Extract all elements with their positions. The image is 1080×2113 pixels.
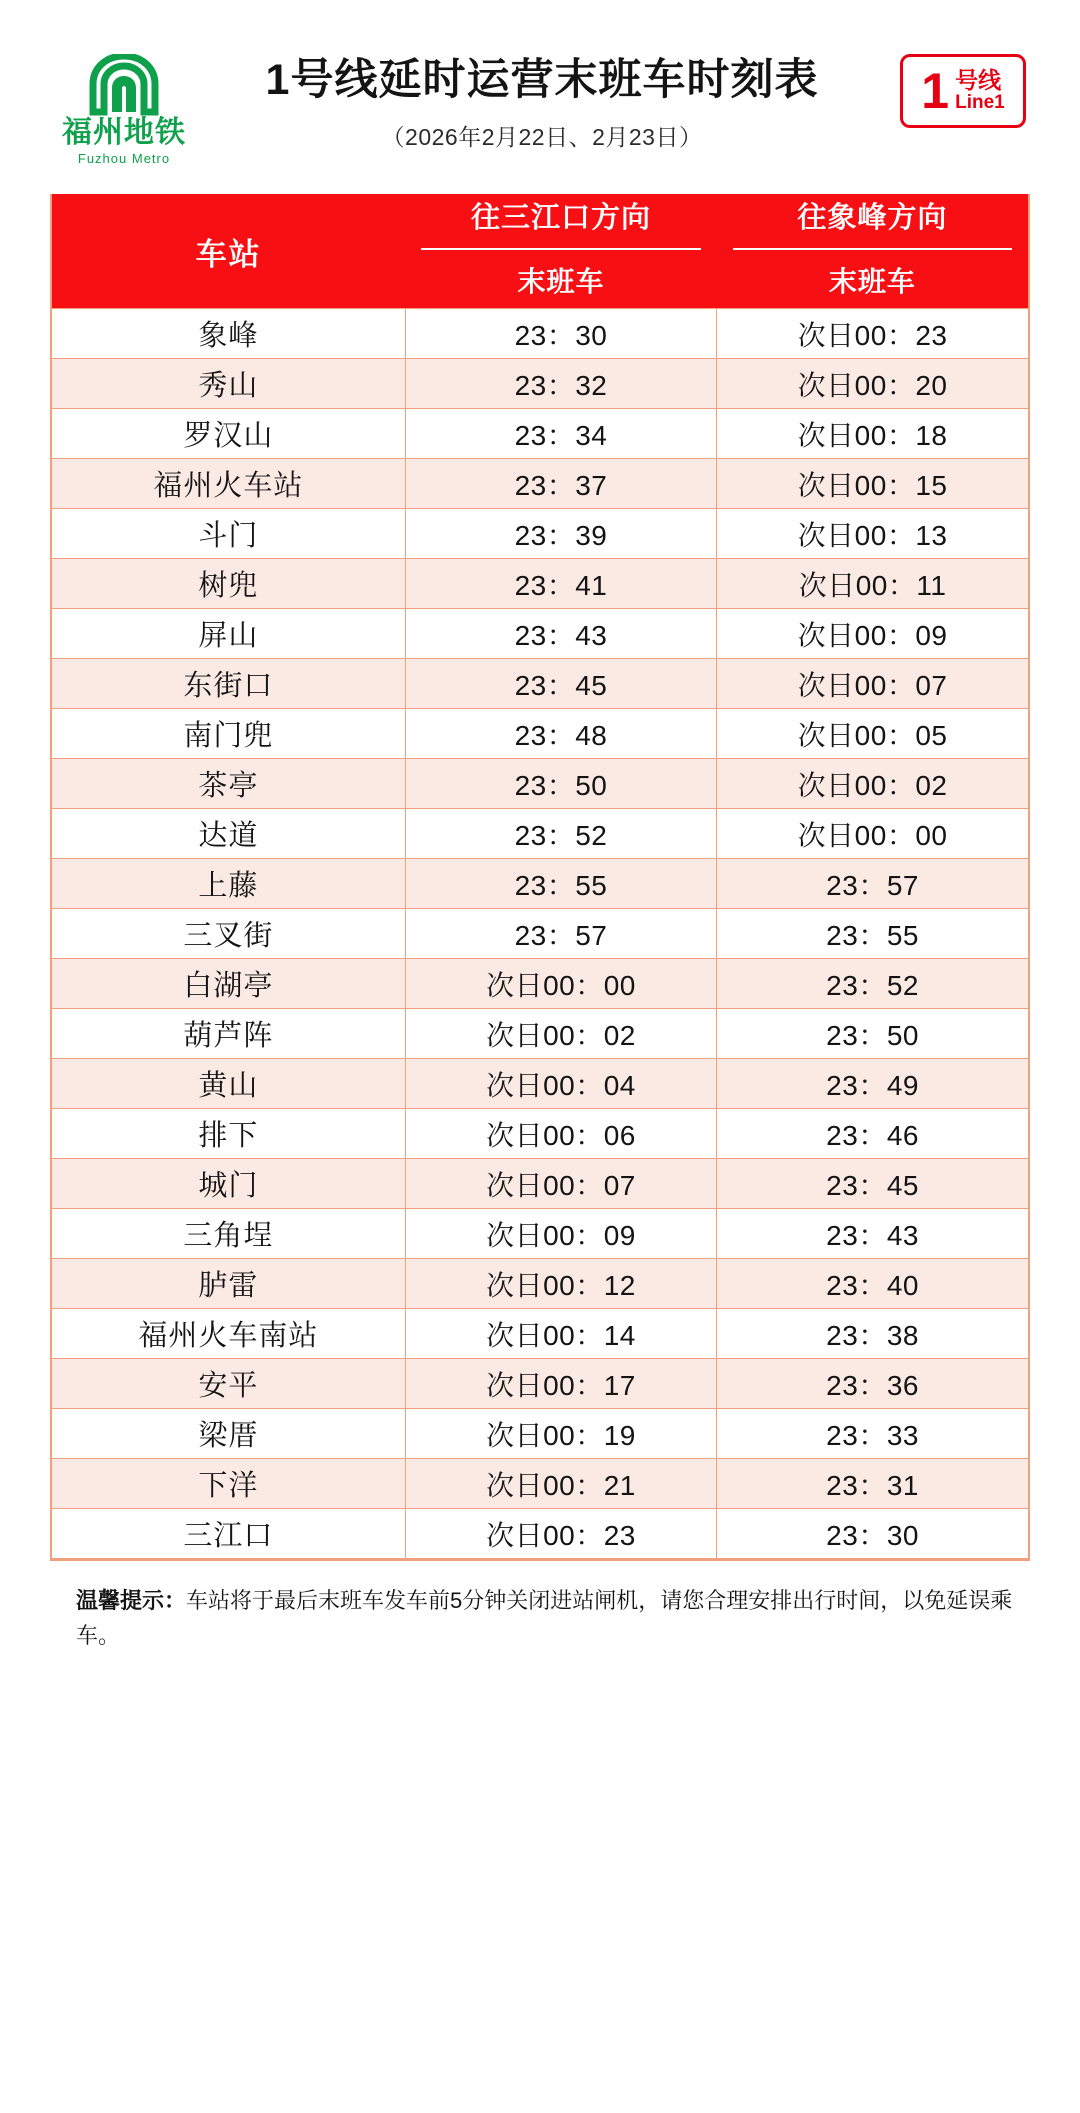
station-name-cell: 城门 <box>52 1159 405 1209</box>
table-row <box>52 309 1028 359</box>
table-row <box>52 1059 1028 1109</box>
station-name-cell: 排下 <box>52 1109 405 1159</box>
last-train-xiangfeng-cell: 23：52 <box>717 959 1028 1009</box>
table-row <box>52 1459 1028 1509</box>
last-train-xiangfeng-cell: 23：49 <box>717 1059 1028 1109</box>
footer-note <box>76 1583 1020 1653</box>
station-name-cell: 南门兜 <box>52 709 405 759</box>
line-badge <box>900 54 1026 128</box>
table-row <box>52 659 1028 709</box>
last-train-xiangfeng-cell: 次日00：02 <box>717 759 1028 809</box>
last-train-xiangfeng-cell: 23：36 <box>717 1359 1028 1409</box>
timetable <box>52 194 1028 1559</box>
table-row <box>52 609 1028 659</box>
last-train-sanjiangkou-cell: 23：41 <box>405 559 716 609</box>
last-train-xiangfeng-cell: 次日00：23 <box>717 309 1028 359</box>
last-train-sanjiangkou-cell: 23：52 <box>405 809 716 859</box>
station-name-cell: 福州火车南站 <box>52 1309 405 1359</box>
last-train-xiangfeng-cell: 23：40 <box>717 1259 1028 1309</box>
last-train-sanjiangkou-cell: 23：45 <box>405 659 716 709</box>
line-badge-texts <box>955 68 1005 114</box>
last-train-sanjiangkou-cell: 次日00：02 <box>405 1009 716 1059</box>
last-train-sanjiangkou-cell: 23：48 <box>405 709 716 759</box>
station-name-cell: 象峰 <box>52 309 405 359</box>
last-train-xiangfeng-cell: 23：50 <box>717 1009 1028 1059</box>
metro-logo <box>54 48 194 165</box>
last-train-xiangfeng-cell: 次日00：15 <box>717 459 1028 509</box>
station-name-cell: 梁厝 <box>52 1409 405 1459</box>
last-train-sanjiangkou-cell: 23：57 <box>405 909 716 959</box>
title-block <box>194 48 900 152</box>
table-row <box>52 459 1028 509</box>
header-last-train-1: 末班车 <box>405 251 716 309</box>
last-train-sanjiangkou-cell: 23：39 <box>405 509 716 559</box>
timetable-container <box>50 194 1030 1561</box>
station-name-cell: 安平 <box>52 1359 405 1409</box>
table-body <box>52 309 1028 1559</box>
station-name-cell: 上藤 <box>52 859 405 909</box>
station-name-cell: 秀山 <box>52 359 405 409</box>
table-row <box>52 359 1028 409</box>
table-row <box>52 1409 1028 1459</box>
table-row <box>52 709 1028 759</box>
table-row <box>52 1359 1028 1409</box>
page-subtitle: （2026年2月22日、2月23日） <box>381 124 703 151</box>
table-row <box>52 1009 1028 1059</box>
last-train-sanjiangkou-cell: 23：55 <box>405 859 716 909</box>
table-row <box>52 809 1028 859</box>
last-train-xiangfeng-cell: 23：55 <box>717 909 1028 959</box>
station-name-cell: 福州火车站 <box>52 459 405 509</box>
last-train-sanjiangkou-cell: 次日00：19 <box>405 1409 716 1459</box>
table-row <box>52 1159 1028 1209</box>
last-train-sanjiangkou-cell: 次日00：09 <box>405 1209 716 1259</box>
table-row <box>52 1109 1028 1159</box>
last-train-xiangfeng-cell: 次日00：09 <box>717 609 1028 659</box>
header-direction-xiangfeng <box>717 194 1028 251</box>
line-number: 1 <box>921 63 950 119</box>
last-train-xiangfeng-cell: 23：43 <box>717 1209 1028 1259</box>
last-train-sanjiangkou-cell: 次日00：07 <box>405 1159 716 1209</box>
last-train-sanjiangkou-cell: 次日00：17 <box>405 1359 716 1409</box>
last-train-xiangfeng-cell: 23：33 <box>717 1409 1028 1459</box>
last-train-sanjiangkou-cell: 次日00：14 <box>405 1309 716 1359</box>
station-name-cell: 斗门 <box>52 509 405 559</box>
last-train-xiangfeng-cell: 次日00：05 <box>717 709 1028 759</box>
table-header <box>52 194 1028 309</box>
table-row <box>52 509 1028 559</box>
station-name-cell: 葫芦阵 <box>52 1009 405 1059</box>
table-row <box>52 759 1028 809</box>
last-train-xiangfeng-cell: 23：30 <box>717 1509 1028 1559</box>
station-name-cell: 树兜 <box>52 559 405 609</box>
last-train-xiangfeng-cell: 次日00：18 <box>717 409 1028 459</box>
last-train-xiangfeng-cell: 次日00：11 <box>717 559 1028 609</box>
last-train-sanjiangkou-cell: 23：34 <box>405 409 716 459</box>
line-label-en: Line1 <box>955 92 1005 114</box>
last-train-sanjiangkou-cell: 次日00：12 <box>405 1259 716 1309</box>
footer-note-label: 温馨提示： <box>76 1588 187 1613</box>
station-name-cell: 白湖亭 <box>52 959 405 1009</box>
station-name-cell: 罗汉山 <box>52 409 405 459</box>
table-row <box>52 959 1028 1009</box>
last-train-xiangfeng-cell: 次日00：20 <box>717 359 1028 409</box>
table-row <box>52 1309 1028 1359</box>
last-train-xiangfeng-cell: 23：46 <box>717 1109 1028 1159</box>
last-train-sanjiangkou-cell: 次日00：00 <box>405 959 716 1009</box>
table-row <box>52 559 1028 609</box>
logo-text-cn: 福州地铁 <box>62 116 186 149</box>
station-name-cell: 胪雷 <box>52 1259 405 1309</box>
last-train-sanjiangkou-cell: 23：43 <box>405 609 716 659</box>
header-station: 车站 <box>52 194 405 309</box>
last-train-sanjiangkou-cell: 23：30 <box>405 309 716 359</box>
page-title: 1号线延时运营末班车时刻表 <box>265 56 819 104</box>
footer-note-text: 车站将于最后末班车发车前5分钟关闭进站闸机，请您合理安排出行时间，以免延误乘车。 <box>76 1588 1013 1649</box>
header-last-train-2: 末班车 <box>717 251 1028 309</box>
station-name-cell: 三江口 <box>52 1509 405 1559</box>
fuzhou-metro-logo-icon <box>86 54 162 116</box>
last-train-xiangfeng-cell: 23：31 <box>717 1459 1028 1509</box>
logo-text-en: Fuzhou Metro <box>77 151 171 166</box>
header-direction-sanjiangkou <box>405 194 716 251</box>
last-train-xiangfeng-cell: 23：57 <box>717 859 1028 909</box>
station-name-cell: 茶亭 <box>52 759 405 809</box>
last-train-xiangfeng-cell: 次日00：00 <box>717 809 1028 859</box>
table-row <box>52 1509 1028 1559</box>
table-header-row-1 <box>52 194 1028 251</box>
last-train-sanjiangkou-cell: 23：50 <box>405 759 716 809</box>
table-row <box>52 409 1028 459</box>
table-row <box>52 1259 1028 1309</box>
last-train-sanjiangkou-cell: 次日00：04 <box>405 1059 716 1109</box>
last-train-xiangfeng-cell: 次日00：07 <box>717 659 1028 709</box>
header-direction-xiangfeng-label: 往象峰方向 <box>733 195 1012 250</box>
table-row <box>52 909 1028 959</box>
header-direction-sanjiangkou-label: 往三江口方向 <box>421 195 700 250</box>
station-name-cell: 下洋 <box>52 1459 405 1509</box>
last-train-xiangfeng-cell: 23：38 <box>717 1309 1028 1359</box>
station-name-cell: 屏山 <box>52 609 405 659</box>
last-train-sanjiangkou-cell: 次日00：21 <box>405 1459 716 1509</box>
poster-header <box>0 0 1080 176</box>
last-train-xiangfeng-cell: 次日00：13 <box>717 509 1028 559</box>
table-row <box>52 859 1028 909</box>
line-label-cn: 号线 <box>955 66 1002 93</box>
last-train-sanjiangkou-cell: 23：32 <box>405 359 716 409</box>
table-row <box>52 1209 1028 1259</box>
last-train-sanjiangkou-cell: 次日00：23 <box>405 1509 716 1559</box>
station-name-cell: 东街口 <box>52 659 405 709</box>
station-name-cell: 三角埕 <box>52 1209 405 1259</box>
last-train-sanjiangkou-cell: 次日00：06 <box>405 1109 716 1159</box>
last-train-xiangfeng-cell: 23：45 <box>717 1159 1028 1209</box>
station-name-cell: 达道 <box>52 809 405 859</box>
last-train-sanjiangkou-cell: 23：37 <box>405 459 716 509</box>
station-name-cell: 黄山 <box>52 1059 405 1109</box>
station-name-cell: 三叉街 <box>52 909 405 959</box>
